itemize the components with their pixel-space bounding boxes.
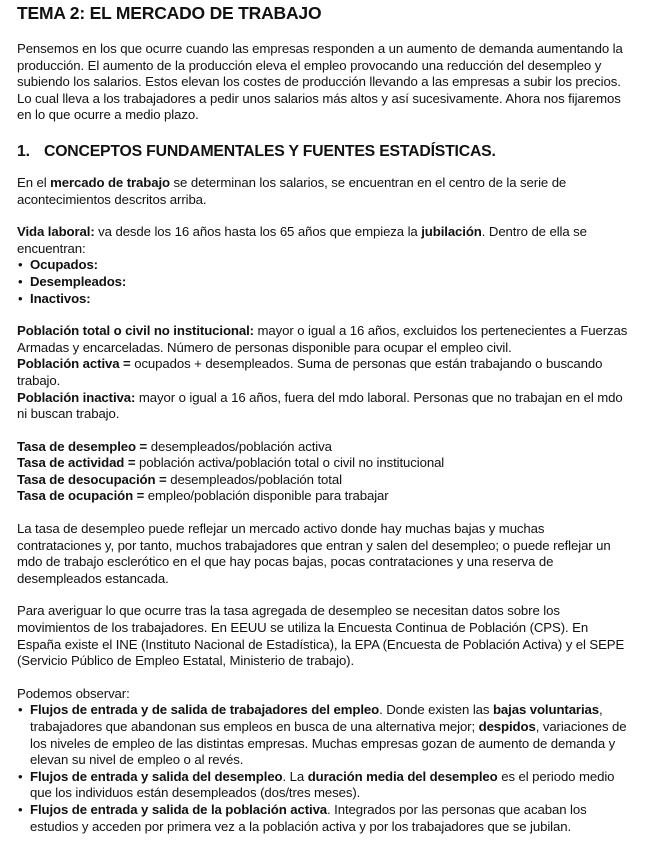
- bold-term: Flujos de entrada y de salida de trabajadores del empleo: [30, 702, 380, 718]
- tasa-desempleo-line: [17, 439, 632, 456]
- bold-term: Población activa =: [17, 356, 131, 372]
- poblacion-total-paragraph: [17, 323, 632, 356]
- datos-paragraph: Para averiguar lo que ocurre tras la tasa agregada de desempleo se necesitan datos sobre los movimientos de los trabajadores. En EEUU se utiliza la Encuesta Continua de Población (CPS). En España existe el INE (Instituto Nacional de Estadística), la EPA (Encuesta de Población Activa) y el SEPE (Servicio Público de Empleo Estatal, Ministerio de trabajo).: [17, 603, 625, 669]
- text-run: se determinan los salarios, se encuentran en el centro de la serie de acontecimientos descritos arriba.: [17, 174, 567, 207]
- tasa-actividad-line: [17, 455, 632, 472]
- text-run: . Dentro de ella se encuentran:: [17, 224, 587, 256]
- bold-term: duración media del desempleo: [307, 768, 498, 784]
- bold-term: jubilación: [421, 224, 482, 240]
- text-run: , trabajadores que abandonan sus empleos en busca de una alternativa mejor;: [30, 702, 603, 734]
- tasa-reflejo-paragraph: La tasa de desempleo puede reflejar un mercado activo donde hay muchas bajas y muchas contrataciones y, por tanto, muchos trabajadores que entran y salen del desempleo; o puede reflejar un mdo de trabajo esclerótico en el que hay pocas bajas, pocas contrataciones y una reserva de desempleados estancada.: [17, 521, 611, 586]
- text-run: desempleados/población activa: [147, 438, 332, 454]
- document-title: TEMA 2: EL MERCADO DE TRABAJO: [17, 3, 322, 23]
- text-run: desempleados/población total: [166, 471, 342, 487]
- text-run: es el periodo medio que los individuos están desempleados (dos/tres meses).: [30, 768, 615, 801]
- bold-term: bajas voluntarias: [492, 702, 599, 718]
- list-item: [17, 274, 632, 291]
- text-run: ocupados + desempleados. Suma de personas que están trabajando o buscando trabajo.: [17, 356, 603, 388]
- text-run: . Integrados por las personas que acaban los estudios y acceden por primera vez a la población activa y por los trabajadores que se jubilan.: [30, 801, 587, 834]
- bold-term: Población total o civil no institucional:: [17, 323, 254, 339]
- poblacion-activa-paragraph: [17, 356, 632, 389]
- bold-term: Tasa de ocupación =: [17, 488, 145, 504]
- intro-paragraph: Pensemos en los que ocurre cuando las empresas responden a un aumento de demanda aumentando la producción. El aumento de la producción eleva el empleo provocando una reducción del desempleo y subiendo los salarios. Estos elevan los costes de producción llevando a las empresas a subir los precios. Lo cual lleva a los trabajadores a pedir unos salarios más altos y así sucesivamente. Ahora nos fijaremos en lo que ocurre a medio plazo.: [17, 41, 623, 123]
- text-run: , variaciones de los niveles de empleo de las distintas empresas. Muchas empresas gozan de aumento de demanda y elevan su nivel de empleo o al revés.: [30, 719, 627, 768]
- bold-term: Vida laboral:: [17, 224, 95, 240]
- section-number: 1.: [17, 142, 30, 160]
- text-run: va desde los 16 años hasta los 65 años que empieza la: [94, 224, 422, 240]
- bold-term: mercado de trabajo: [50, 174, 170, 190]
- bold-term: Desempleados:: [30, 273, 127, 289]
- text-run: empleo/población disponible para trabajar: [144, 488, 389, 504]
- tasa-ocupacion-line: [17, 488, 632, 505]
- vida-laboral-paragraph: [17, 224, 632, 257]
- text-run: . Donde existen las: [379, 702, 493, 718]
- text-run: población activa/población total o civil no institucional: [135, 455, 445, 471]
- section-heading: [17, 142, 632, 162]
- list-item: [17, 291, 632, 308]
- bold-term: Tasa de actividad =: [17, 455, 136, 471]
- bold-term: Inactivos:: [30, 290, 91, 306]
- list-item: [17, 702, 632, 768]
- text-run: mayor o igual a 16 años, excluidos los pertenecientes a Fuerzas Armadas y encarceladas. Número de personas disponible para ocupar el empleo civil.: [17, 323, 628, 355]
- text-run: En el: [17, 174, 51, 190]
- flujos-list: [17, 702, 632, 835]
- list-item: [17, 802, 632, 835]
- bold-term: Flujos de entrada y salida de la población activa: [30, 801, 328, 817]
- mercado-paragraph: [17, 175, 632, 208]
- bold-term: Población inactiva:: [17, 389, 136, 405]
- bold-term: Tasa de desempleo =: [17, 438, 148, 454]
- text-run: . La: [282, 768, 308, 784]
- bold-term: despidos: [478, 719, 536, 734]
- list-item: [17, 257, 632, 274]
- poblacion-inactiva-paragraph: [17, 390, 632, 423]
- tasa-desocupacion-line: [17, 472, 632, 489]
- observar-lead: Podemos observar:: [17, 685, 130, 701]
- text-run: mayor o igual a 16 años, fuera del mdo laboral. Personas que no trabajan en el mdo ni buscan trabajo.: [17, 389, 623, 422]
- section-title: CONCEPTOS FUNDAMENTALES Y FUENTES ESTADÍSTICAS.: [44, 142, 496, 160]
- bold-term: Flujos de entrada y salida del desempleo: [30, 768, 283, 784]
- bold-term: Tasa de desocupación =: [17, 471, 167, 487]
- bold-term: Ocupados:: [30, 257, 98, 273]
- vida-laboral-list: [17, 257, 632, 307]
- list-item: [17, 769, 632, 802]
